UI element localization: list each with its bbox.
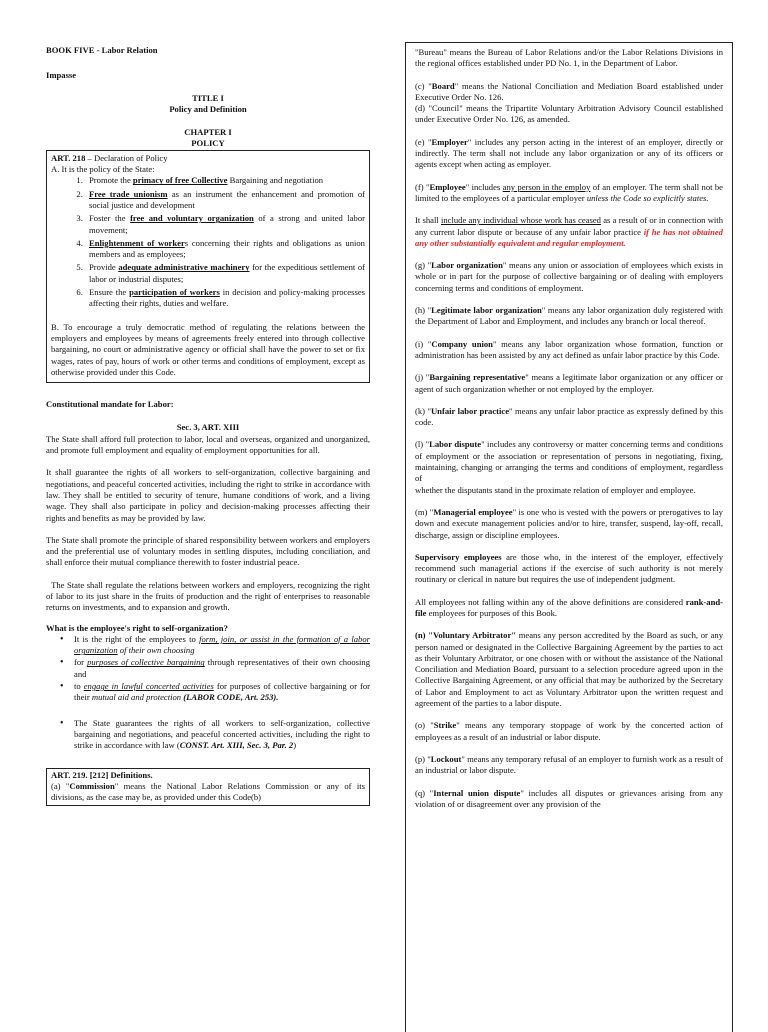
def-rank-and-file: All employees not falling within any of the above definitions are considered rank-and-file employees for purposes of this Book. <box>415 596 723 618</box>
section-heading: Sec. 3, ART. XIII <box>176 422 240 433</box>
def-board: (c) "Board" means the National Conciliation and Mediation Board established under Executive Order No. 126. <box>415 80 723 102</box>
const-paragraph: It shall guarantee the rights of all workers to self-organization, collective bargaining and negotiations, and peaceful concerted activities, including the right to strike in accordance with law. They shall be entitled to security of tenure, humane conditions of work, and a living wage. They shall also participate in policy and decision-making processes affecting their rights and benefits as may be provided by law. <box>46 467 370 523</box>
art-218-a: A. It is the policy of the State: <box>51 164 155 175</box>
def-council: (d) "Council" means the Tripartite Voluntary Arbitration Advisory Council established under Executive Order No. 126, as amended. <box>415 103 723 125</box>
def-strike: (o) "Strike" means any temporary stoppage of work by the concerted action of employees as a result of an industrial or labor dispute. <box>415 720 723 742</box>
art-218-heading: ART. 218 – Declaration of Policy <box>51 152 168 163</box>
def-labor-organization: (g) "Labor organization" means any union or association of employees which exists in whole or in part for the purpose of collective bargaining or of dealing with employers concerning terms and conditions of employment. <box>415 260 723 293</box>
bullet-item: • for purposes of collective bargaining through representatives of their own choosing and <box>74 657 370 680</box>
title-heading: TITLE I <box>192 92 224 103</box>
left-column <box>46 0 373 806</box>
impasse-heading: Impasse <box>46 70 77 81</box>
book-heading: BOOK FIVE - Labor Relation <box>46 45 158 55</box>
def-voluntary-arbitrator: (n) "Voluntary Arbitrator" means any person accredited by the Board as such, or any person named or designated in the Collective Bargaining Agreement by the parties to act as their Voluntary Arbitrator, or one chosen with or without the assistance of the National Conciliation and Mediation Board, pursuant to a selection procedure agreed upon in the Collective Bargaining Agreement, or any official that may be authorized by the Secretary of Labor and Employment to act as Voluntary Arbitrator upon the written request and agreement of the parties to a labor dispute. <box>415 630 723 709</box>
def-bargaining-rep: (j) "Bargaining representative" means a legitimate labor organization or any officer or agent of such organization whether or not employed by the employer. <box>415 372 723 394</box>
const-paragraph: The State shall promote the principle of shared responsibility between workers and employers and the preferential use of voluntary modes in settling disputes, including conciliation, and shall enforce their mutual compliance therewith to foster industrial peace. <box>46 534 370 568</box>
art-219-heading: ART. 219. [212] Definitions. <box>51 769 153 780</box>
const-paragraph: The State shall regulate the relations between workers and employers, recognizing the right of labor to its just share in the fruits of production and the right of enterprises to reasonable returns on investments, and to expansion and growth. <box>46 579 373 613</box>
self-org-list <box>46 634 370 752</box>
bullet-item: • The State guarantees the rights of all workers to self-organization, collective bargaining and negotiations, and peaceful concerted activities, including the right to strike in accordance with law (CONST. Art. XIII, Sec. 3, Par. 2) <box>74 718 370 752</box>
def-employee: (f) "Employee" includes any person in the employ of an employer. The term shall not be limited to the employees of a particular employer unless the Code so explicitly states. <box>415 181 723 203</box>
def-managerial-employee: (m) "Managerial employee" is one who is vested with the powers or prerogatives to lay down and execute management policies and/or to hire, transfer, suspend, lay-off, recall, discharge, assign or discipline employees. <box>415 506 723 540</box>
art-218-box <box>46 150 370 383</box>
policy-item: 2. Free trade unionism as an instrument the enhancement and promotion of social justice and development <box>85 189 365 212</box>
bullet-item: • to engage in lawful concerted activities for purposes of collective bargaining or for their mutual aid and protection (LABOR CODE, Art. 253). <box>74 681 370 704</box>
def-bureau: "Bureau" means the Bureau of Labor Relations and/or the Labor Relations Divisions in the regional offices established under PD No. 1, in the Department of Labor. <box>415 47 723 69</box>
const-paragraph: The State shall afford full protection to labor, local and overseas, organized and unorganized, and promote full employment and equality of employment opportunities for all. <box>46 433 370 456</box>
def-unfair-labor-practice: (k) "Unfair labor practice" means any unfair labor practice as expressly defined by this code. <box>415 405 723 428</box>
def-company-union: (i) "Company union" means any labor organization whose formation, function or administration has been assisted by any act defined as unfair labor practice by this Code. <box>415 338 723 360</box>
policy-item: 1. Promote the primacy of free Collective Bargaining and negotiation <box>85 175 365 186</box>
art-218-b: B. To encourage a truly democratic method of regulating the relations between the employers and employees by means of agreements freely entered into through collective bargaining, no court or administrative agency or official shall have the power to set or fix wages, rates of pay, hours of work or other terms and conditions of employment, except as otherwise provided under this Code. <box>51 321 365 377</box>
chapter-subheading: POLICY <box>191 138 225 149</box>
policy-list <box>51 175 365 309</box>
def-ceased: It shall include any individual whose work has ceased as a result of or in connection with any current labor dispute or because of any unfair labor practice if he has not obtained any other substantially equivalent and regular employment. <box>415 215 723 248</box>
constitutional-heading: Constitutional mandate for Labor: <box>46 399 174 410</box>
policy-item: 4. Enlightenment of workers concerning their rights and obligations as union members and as employees; <box>85 238 365 261</box>
policy-item: 6. Ensure the participation of workers in decision and policy-making processes affecting their rights, duties and welfare. <box>85 287 365 310</box>
def-lockout: (p) "Lockout" means any temporary refusal of an employer to furnish work as a result of an industrial or labor dispute. <box>415 753 723 776</box>
title-subheading: Policy and Definition <box>169 103 247 114</box>
def-supervisory: Supervisory employees are those who, in the interest of the employer, effectively recommend such managerial actions if the exercise of such authority is not merely routinary or clerical in nature but requires the use of independent judgment. <box>415 551 723 585</box>
def-legitimate-labor-org: (h) "Legitimate labor organization" means any labor organization duly registered with the Department of Labor and Employment, and includes any branch or local thereof. <box>415 305 723 327</box>
chapter-heading: CHAPTER I <box>184 127 232 138</box>
def-labor-dispute: (l) "Labor dispute" includes any controversy or matter concerning terms and conditions of employment or the association or representation of persons in negotiating, fixing, maintaining, changing or arranging the terms and conditions of employment, regardless of <box>415 439 723 484</box>
bullet-item: • It is the right of the employees to form, join, or assist in the formation of a labor organization of their own choosing <box>74 634 370 657</box>
def-employer: (e) "Employer" includes any person acting in the interest of an employer, directly or indirectly. The term shall not include any labor organization or any of its officers or agents except when acting as employer. <box>415 136 723 170</box>
right-column <box>405 42 733 1032</box>
policy-item: 3. Foster the free and voluntary organization of a strong and united labor movement; <box>85 213 365 236</box>
policy-item: 5. Provide adequate administrative machinery for the expeditious settlement of labor or industrial disputes; <box>85 262 365 285</box>
art-219-a: (a) "Commission" means the National Labor Relations Commission or any of its divisions, as the case may be, as provided under this Code(b) <box>51 780 365 803</box>
def-internal-union-dispute: (q) "Internal union dispute" includes all disputes or grievances arising from any violation of or disagreement over any provision of the <box>415 787 723 809</box>
art-219-box <box>46 768 370 807</box>
def-labor-dispute-cont: whether the disputants stand in the proximate relation of employer and employee. <box>415 484 696 495</box>
self-org-question: What is the employee's right to self-organization? <box>46 622 228 633</box>
